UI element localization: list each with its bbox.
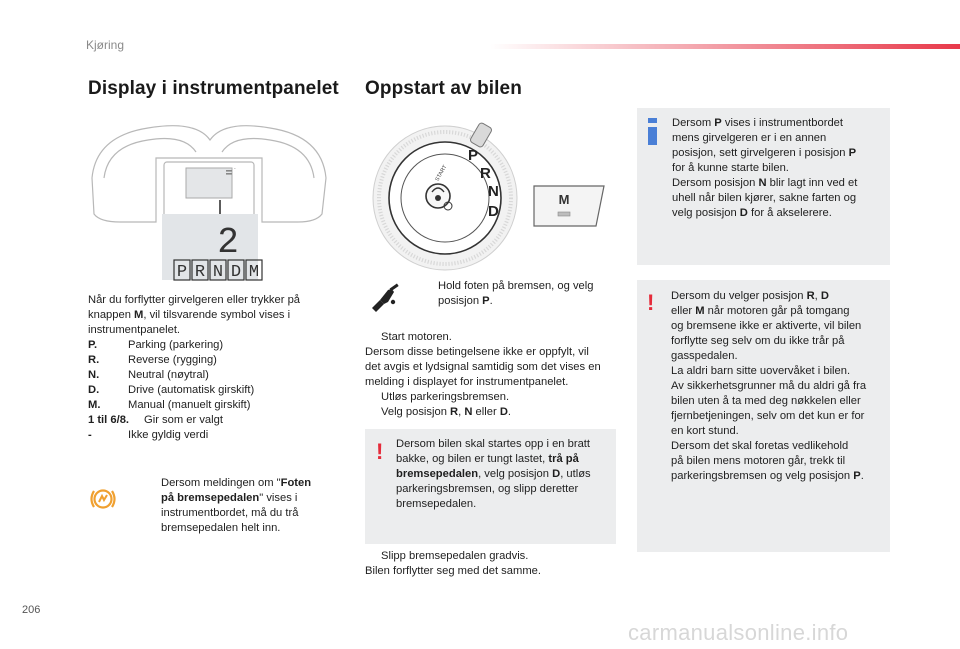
definition-row: - Ikke gyldig verdi [88, 429, 209, 441]
definition-row: R. Reverse (rygging) [88, 354, 217, 366]
warning-icon: ! [647, 290, 655, 315]
page-number: 206 [22, 604, 41, 616]
start-label: START [434, 164, 449, 183]
header-accent-bar [490, 44, 960, 49]
gear-letter-d: D [230, 263, 242, 282]
definition-row: N. Neutral (nøytral) [88, 369, 209, 381]
svg-text:-: - [234, 166, 236, 172]
manual-mode-button [530, 182, 608, 230]
definition-row: D. Drive (automatisk girskift) [88, 384, 255, 396]
selector-letter-d: D [488, 203, 499, 220]
step-2: Start motoren. Dersom disse betingelsene ikke er oppfylt, vil det avgis et lydsignal samtidig som det vises en melding i displayet for instrumentpanelet. Utløs parkeringsbremsen. Velg posisjon R, N eller D. [365, 331, 601, 418]
info-box-text: Dersom P vises i instrumentbordet mens girvelgeren er i en annen posisjon, sett girvelgeren i posisjon P for å kunne starte bilen. Dersom posisjon N blir lagt inn ved et uhell når bilen kjører, sakne farten og velg posisjon D for å akselerere. [672, 117, 858, 219]
safety-warning-text: Dersom du velger posisjon R, D eller M når motoren går på tomgang og bremsene ikke er aktiverte, vil bilen forflytte seg selv om du ikke trår på gasspedalen. La aldri barn sitte uovervåket i bilen. Av sikkerhetsgrunner må du aldri gå fra bilen uten å ta med deg nøkkelen eller fjernbetjeningen, selv om det kun er for en kort stund. Dersom det skal foretas vedlikehold på bilen mens motoren går, trekk til parkeringsbremsen og velg posisjon P. [671, 290, 867, 482]
selector-letter-p: P [468, 147, 479, 164]
selector-letter-r: R [480, 165, 491, 182]
middle-section-title: Oppstart av bilen [365, 78, 522, 99]
brake-message-note: Dersom meldingen om "Foten på bremsepedalen" vises i instrumentbordet, må du trå bremsepedalen helt inn. [161, 477, 312, 534]
definition-row: M. Manual (manuelt girskift) [88, 399, 251, 411]
info-icon [648, 118, 657, 146]
gear-letter-r: R [194, 263, 206, 282]
gear-selector-illustration [370, 118, 520, 278]
brake-pedal-warning-icon [88, 484, 118, 514]
instrument-panel-illustration [86, 118, 332, 286]
selector-letter-n: N [488, 183, 499, 200]
definition-row: 1 til 6/8. Gir som er valgt [88, 414, 223, 426]
gear-letter-m: M [248, 263, 260, 282]
step-1: Hold foten på bremsen, og velg posisjon P. [438, 280, 594, 307]
step-3: Slipp bremsepedalen gradvis. Bilen forflytter seg med det samme. [365, 550, 541, 577]
gear-digit: 2 [217, 222, 239, 263]
warning-icon: ! [376, 439, 384, 464]
left-section-title: Display i instrumentpanelet [88, 78, 339, 99]
gear-letter-p: P [176, 263, 188, 282]
slope-start-warning-text: Dersom bilen skal startes opp i en bratt bakke, og bilen er tungt lastet, trå på bremsepedalen, velg posisjon D, utløs parkeringsbremsen, og slipp deretter bremsepedalen. [396, 438, 591, 510]
gear-letter-n: N [212, 263, 224, 282]
m-button-label: M [558, 192, 570, 207]
definition-row: P. Parking (parkering) [88, 339, 224, 351]
section-header: Kjøring [86, 38, 125, 52]
watermark: carmanualsonline.info [628, 620, 849, 645]
foot-on-brake-icon [368, 282, 402, 314]
left-intro: Når du forflytter girvelgeren eller trykker på knappen M, vil tilsvarende symbol vises i instrumentpanelet. P. Parking (parkering) R. Reverse (rygging) N. Neutral (nøytral) D. Drive (automatisk girskift) M. Manual (manuelt girskift) 1 til 6/8. Gir som er valgt - Ikke gyldig verdi [88, 293, 328, 443]
